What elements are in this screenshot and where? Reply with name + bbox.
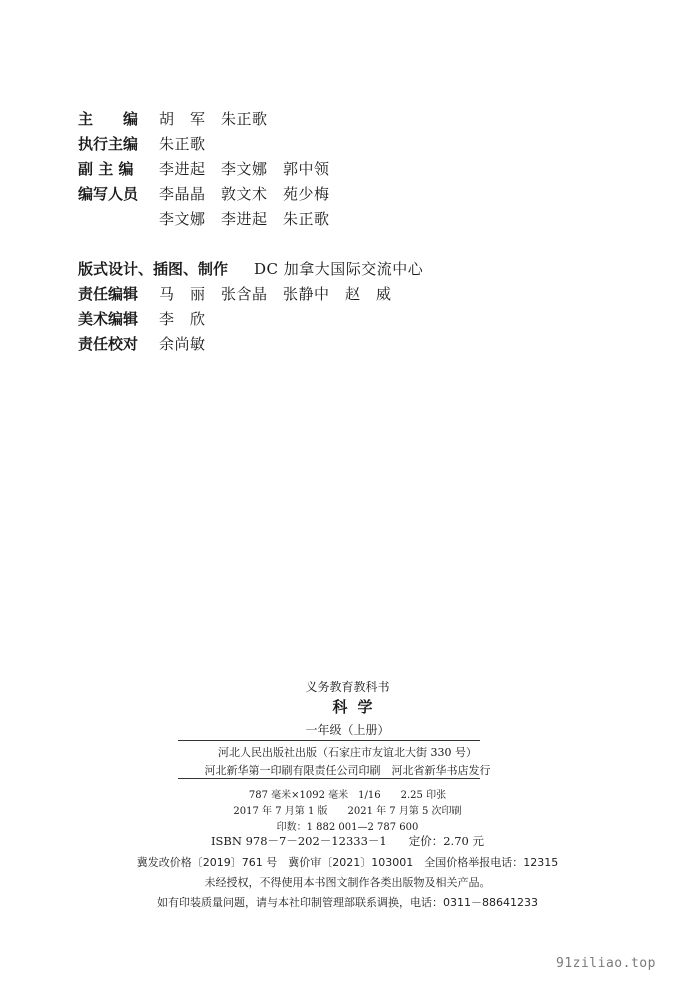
- credit-value: 余尚敏: [159, 335, 206, 353]
- price: 定价：2.70 元: [408, 834, 484, 848]
- credit-label: 美术编辑: [78, 310, 139, 328]
- copyright-notice: 未经授权，不得使用本书图文制作各类出版物及相关产品。: [204, 876, 491, 889]
- edition-line: 2017 年 7 月第 1 版 2021 年 7 月第 5 次印刷: [233, 806, 462, 817]
- printer-line: 河北新华第一印刷有限责任公司印刷 河北省新华书店发行: [204, 764, 491, 777]
- book-title: 科学: [332, 698, 383, 716]
- divider-top: [178, 740, 480, 741]
- credit-label: 主 编: [78, 110, 139, 128]
- credit-value: 朱正歌: [159, 135, 206, 153]
- isbn: ISBN 978－7－202－12333－1: [211, 834, 387, 848]
- credit-label: 责任编辑: [78, 285, 139, 303]
- credit-value: 李晶晶 敦文术 苑少梅: [159, 185, 330, 203]
- grade-volume: 一年级（上册）: [305, 723, 390, 737]
- credit-label: 责任校对: [78, 335, 139, 353]
- divider-bottom: [178, 778, 480, 779]
- credit-label: 编写人员: [78, 185, 139, 203]
- series-title: 义务教育教科书: [305, 680, 390, 694]
- price-approval-line: 冀发改价格〔2019〕761 号 冀价审〔2021〕103001 全国价格举报电话：12315: [136, 856, 559, 869]
- credit-value: 胡 军 朱正歌: [159, 110, 268, 128]
- format-line: 787 毫米×1092 毫米 1/16 2.25 印张: [248, 790, 447, 801]
- isbn-price-line: [0, 833, 695, 849]
- print-count-line: 印数：1 882 001—2 787 600: [276, 822, 419, 833]
- credit-label: 版式设计、插图、制作: [78, 260, 229, 278]
- site-watermark: 91ziliao.top: [556, 956, 656, 971]
- quality-notice: 如有印装质量问题，请与本社印制管理部联系调换，电话：0311－88641233: [157, 896, 538, 909]
- credit-value: 马 丽 张含晶 张静中 赵 威: [159, 285, 392, 303]
- credit-label: 副 主 编: [78, 160, 134, 178]
- credit-value: 李 欣: [159, 310, 206, 328]
- credit-value: 李文娜 李进起 朱正歌: [159, 210, 330, 228]
- credit-value: 李进起 李文娜 郭中领: [159, 160, 330, 178]
- publisher-line: 河北人民出版社出版（石家庄市友谊北大街 330 号）: [218, 746, 477, 759]
- credit-label: 执行主编: [78, 135, 139, 153]
- credit-value: DC 加拿大国际交流中心: [254, 260, 424, 278]
